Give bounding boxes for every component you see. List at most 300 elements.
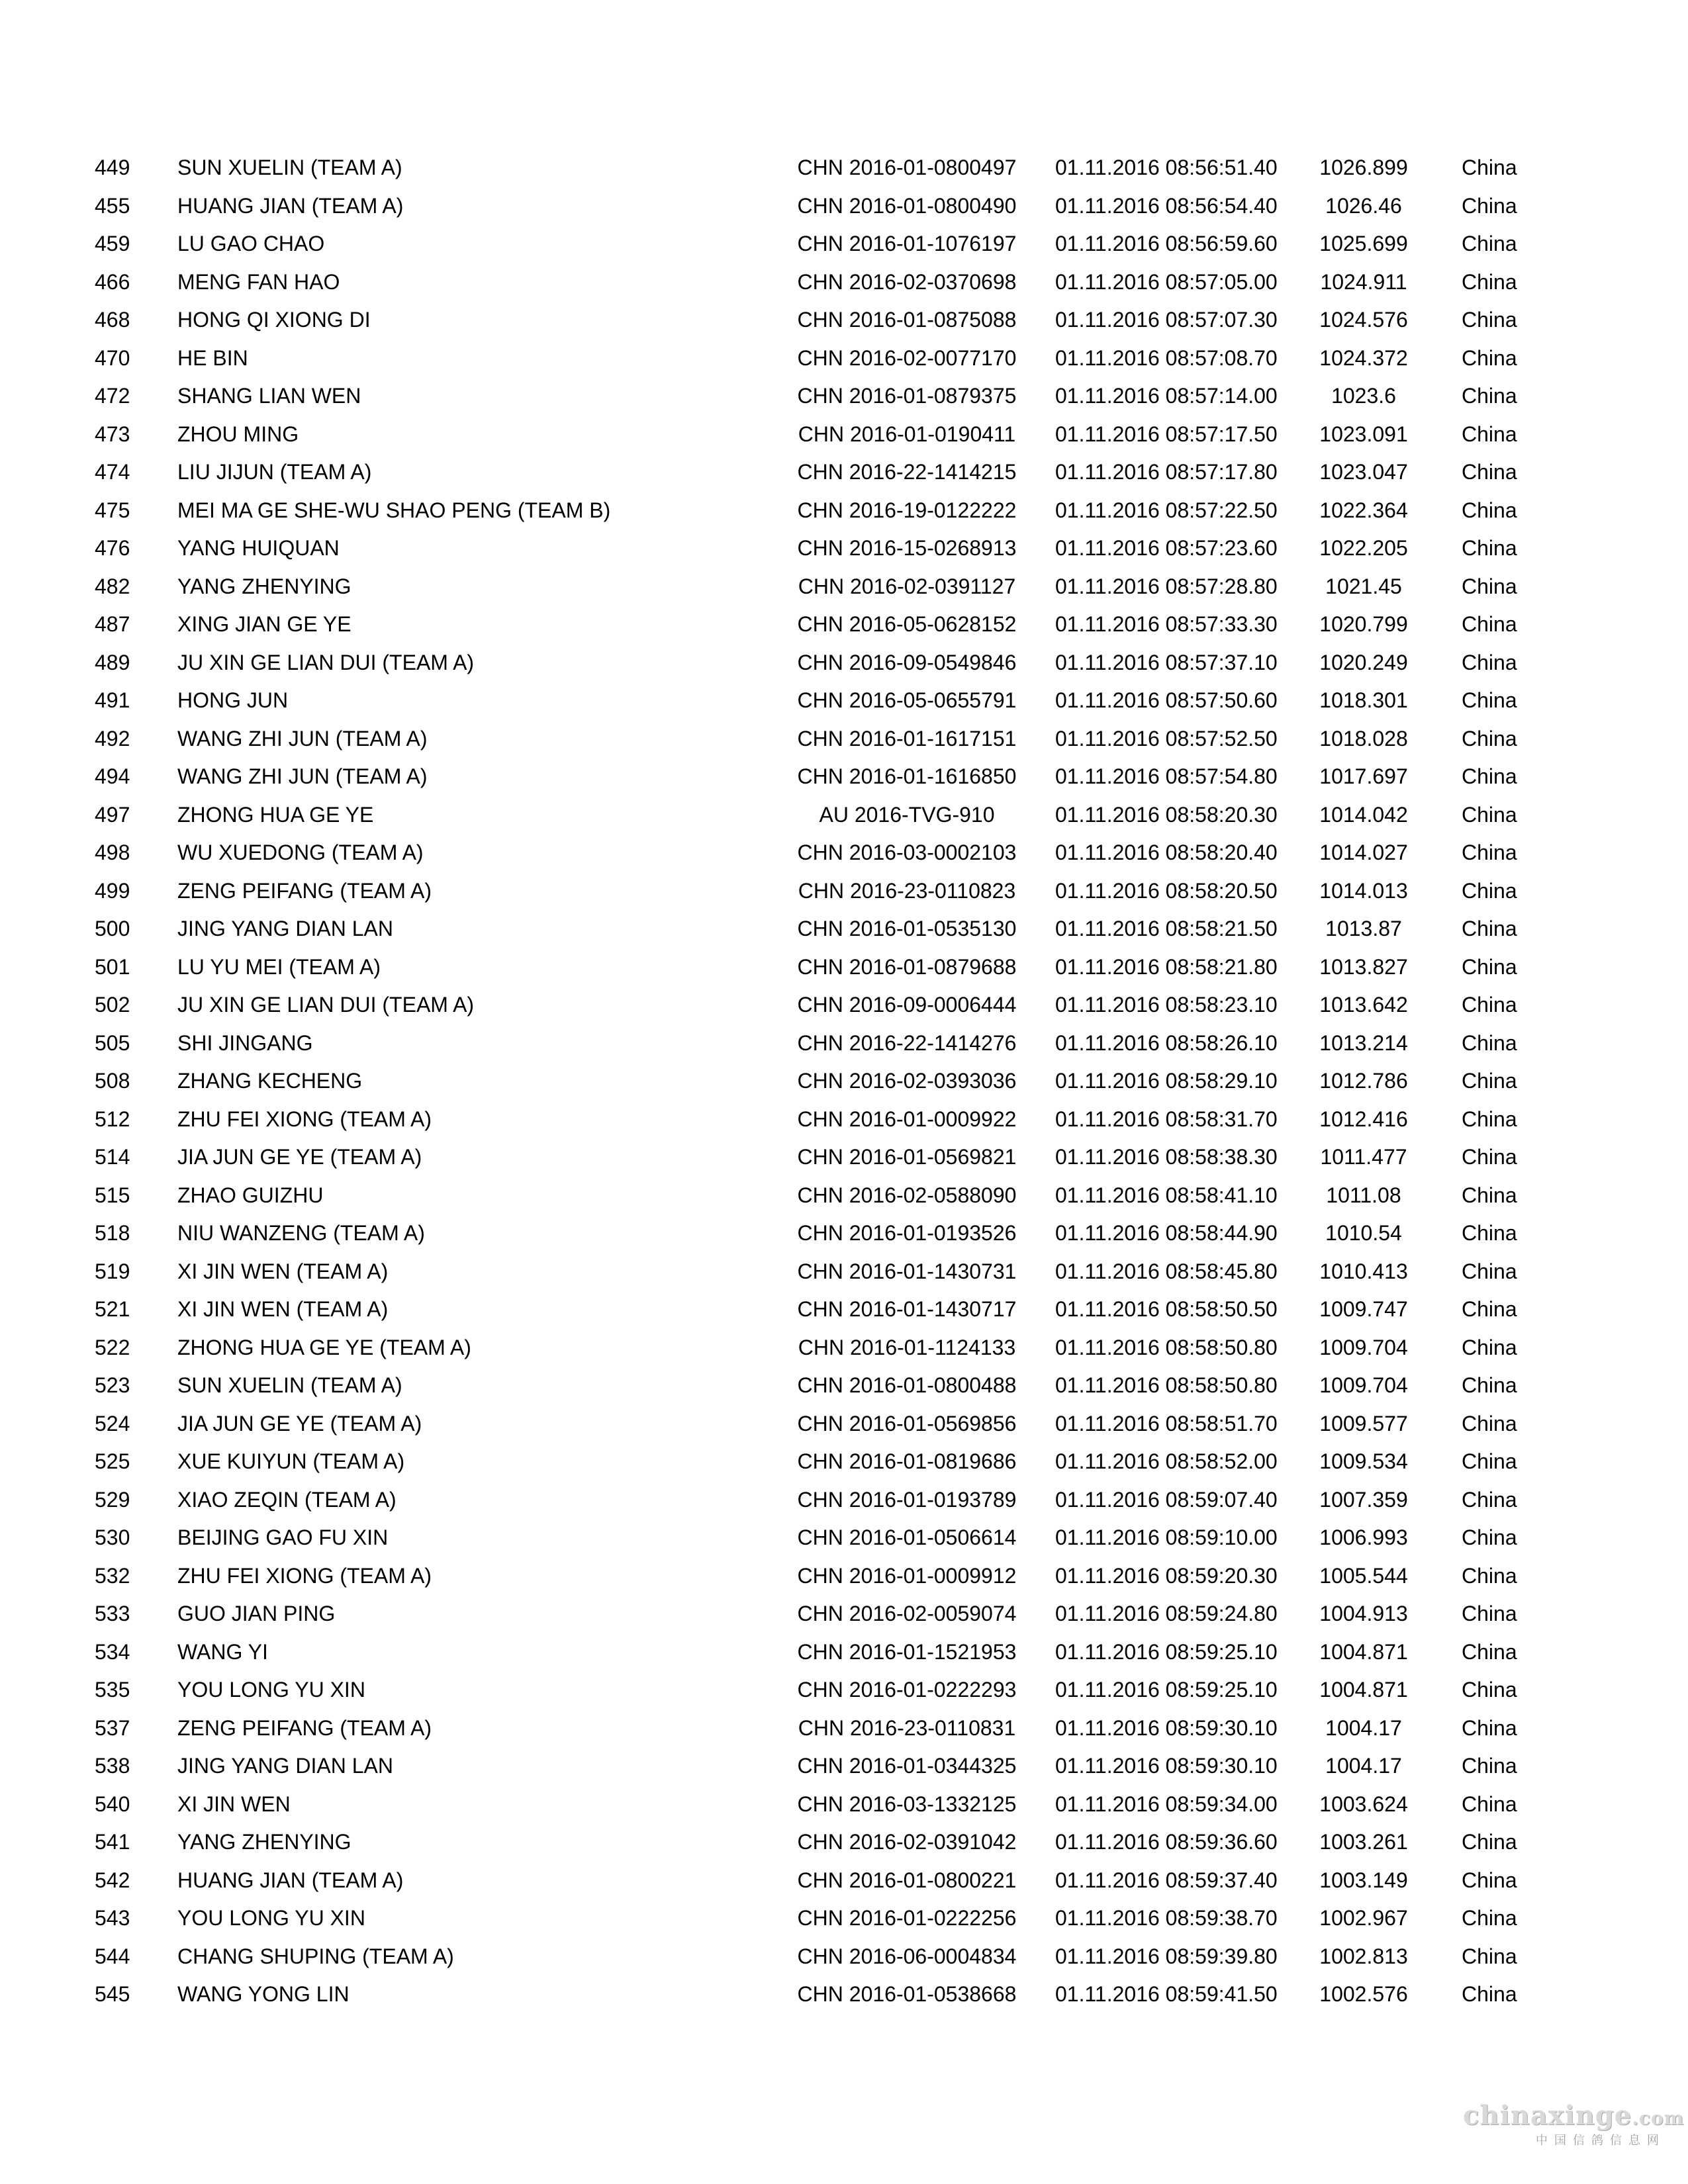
country-cell: China [1462,156,1517,179]
table-row [0,1101,1688,1139]
country-cell: China [1462,1525,1517,1549]
arrival-time-cell: 01.11.2016 08:57:50.60 [1055,688,1278,712]
rank-cell: 514 [95,1145,130,1169]
ring-number-cell: CHN 2016-01-0535130 [797,917,1017,940]
rank-cell: 466 [95,269,130,294]
rank-cell: 543 [95,1906,130,1930]
ring-number-cell: CHN 2016-01-0819686 [797,1449,1017,1473]
speed-cell: 1018.301 [1319,688,1408,712]
speed-cell: 1011.477 [1320,1145,1407,1169]
arrival-time-cell: 01.11.2016 08:59:41.50 [1055,1982,1278,2006]
watermark-site [1463,2100,1685,2133]
name-cell: NIU WANZENG (TEAM A) [177,1221,425,1245]
ring-number-cell: CHN 2016-01-0800488 [797,1373,1017,1397]
rank-cell: 521 [95,1297,130,1321]
country-cell: China [1462,1373,1517,1397]
arrival-time-cell: 01.11.2016 08:59:30.10 [1055,1715,1278,1740]
name-cell: HUANG JIAN (TEAM A) [177,193,404,218]
ring-number-cell: CHN 2016-02-0077170 [797,345,1017,370]
rank-cell: 498 [95,841,130,864]
country-cell: China [1462,726,1517,751]
arrival-time-cell: 01.11.2016 08:58:50.80 [1055,1335,1278,1359]
name-cell: ZHANG KECHENG [177,1069,363,1093]
country-cell: China [1462,1982,1517,2006]
arrival-time-cell: 01.11.2016 08:57:28.80 [1055,574,1278,598]
ring-number-cell: CHN 2016-15-0268913 [797,536,1017,560]
watermark-site-main: chinaxinge [1463,2100,1632,2131]
name-cell: ZHOU MING [177,422,299,446]
arrival-time-cell: 01.11.2016 08:58:21.50 [1055,917,1278,940]
name-cell: XI JIN WEN [177,1792,291,1816]
name-cell: HUANG JIAN (TEAM A) [177,1868,404,1892]
ring-number-cell: CHN 2016-03-1332125 [797,1792,1017,1816]
ring-number-cell: CHN 2016-01-0506614 [797,1525,1017,1549]
speed-cell: 1012.416 [1319,1107,1408,1131]
ring-number-cell: CHN 2016-01-0800490 [797,193,1017,218]
table-row [0,377,1688,416]
table-row [0,1976,1688,2014]
watermark-chinese-name: 中国信鸽信息网 [1536,2134,1665,2148]
table-row [0,834,1688,872]
table-row [0,1519,1688,1557]
ring-number-cell: CHN 2016-02-0393036 [797,1069,1017,1093]
speed-cell: 1014.013 [1319,878,1408,903]
country-cell: China [1462,308,1517,332]
ring-number-cell: CHN 2016-01-0800497 [797,156,1017,179]
name-cell: HONG JUN [177,688,289,712]
table-row [0,796,1688,835]
rank-cell: 508 [95,1069,130,1093]
name-cell: ZHONG HUA GE YE (TEAM A) [177,1335,471,1359]
name-cell: ZHAO GUIZHU [177,1183,324,1207]
rank-cell: 482 [95,574,130,598]
rank-cell: 534 [95,1639,130,1664]
speed-cell: 1009.577 [1319,1411,1408,1435]
speed-cell: 1002.576 [1319,1982,1408,2006]
speed-cell: 1012.786 [1319,1069,1408,1093]
name-cell: JING YANG DIAN LAN [177,1754,393,1778]
arrival-time-cell: 01.11.2016 08:58:44.90 [1055,1221,1278,1245]
name-cell: WANG ZHI JUN (TEAM A) [177,726,428,751]
table-row [0,340,1688,378]
speed-cell: 1004.871 [1319,1678,1408,1702]
speed-cell: 1022.205 [1319,536,1408,560]
country-cell: China [1462,878,1517,903]
rank-cell: 532 [95,1563,130,1588]
arrival-time-cell: 01.11.2016 08:58:20.50 [1055,878,1278,903]
ring-number-cell: CHN 2016-02-0391127 [798,574,1016,598]
country-cell: China [1462,841,1517,864]
name-cell: JIA JUN GE YE (TEAM A) [177,1411,422,1435]
name-cell: ZENG PEIFANG (TEAM A) [177,1715,432,1740]
speed-cell: 1024.576 [1319,308,1408,332]
country-cell: China [1462,688,1517,712]
arrival-time-cell: 01.11.2016 08:58:41.10 [1055,1183,1278,1207]
country-cell: China [1462,269,1517,294]
rank-cell: 487 [95,612,130,636]
speed-cell: 1021.45 [1325,574,1402,598]
ring-number-cell: CHN 2016-05-0628152 [797,612,1017,636]
arrival-time-cell: 01.11.2016 08:56:51.40 [1055,156,1278,179]
speed-cell: 1026.46 [1325,193,1402,218]
name-cell: CHANG SHUPING (TEAM A) [177,1944,454,1968]
ring-number-cell: CHN 2016-01-0193789 [797,1487,1017,1512]
country-cell: China [1462,460,1517,484]
ring-number-cell: CHN 2016-01-0222256 [797,1906,1017,1930]
speed-cell: 1023.6 [1331,384,1396,408]
country-cell: China [1462,1868,1517,1892]
country-cell: China [1462,1487,1517,1512]
table-row [0,1214,1688,1253]
ring-number-cell: AU 2016-TVG-910 [819,802,995,827]
arrival-time-cell: 01.11.2016 08:59:10.00 [1055,1525,1278,1549]
ring-number-cell: CHN 2016-05-0655791 [797,688,1017,712]
speed-cell: 1017.697 [1319,764,1408,788]
ring-number-cell: CHN 2016-22-1414215 [797,460,1017,484]
arrival-time-cell: 01.11.2016 08:59:39.80 [1055,1944,1278,1968]
name-cell: ZENG PEIFANG (TEAM A) [177,878,432,903]
ring-number-cell: CHN 2016-01-0222293 [797,1678,1017,1702]
speed-cell: 1023.091 [1319,422,1408,446]
arrival-time-cell: 01.11.2016 08:58:20.30 [1055,802,1278,827]
speed-cell: 1013.214 [1319,1030,1408,1055]
speed-cell: 1002.813 [1319,1944,1408,1968]
country-cell: China [1462,1639,1517,1664]
ring-number-cell: CHN 2016-02-0059074 [797,1602,1017,1625]
table-row [0,1862,1688,1900]
country-cell: China [1462,993,1517,1017]
table-row [0,1177,1688,1215]
arrival-time-cell: 01.11.2016 08:59:36.60 [1055,1830,1278,1854]
speed-cell: 1010.413 [1319,1259,1408,1283]
ring-number-cell: CHN 2016-01-0009912 [797,1563,1017,1588]
country-cell: China [1462,1563,1517,1588]
arrival-time-cell: 01.11.2016 08:58:52.00 [1055,1449,1278,1473]
speed-cell: 1014.027 [1319,841,1408,864]
arrival-time-cell: 01.11.2016 08:56:54.40 [1055,193,1278,218]
ring-number-cell: CHN 2016-01-0193526 [797,1221,1017,1245]
rank-cell: 540 [95,1792,130,1816]
country-cell: China [1462,1259,1517,1283]
country-cell: China [1462,1069,1517,1093]
rank-cell: 449 [95,156,130,179]
table-row [0,1899,1688,1938]
name-cell: WANG ZHI JUN (TEAM A) [177,764,428,788]
watermark-site-tld: .com [1632,2107,1685,2129]
arrival-time-cell: 01.11.2016 08:59:25.10 [1055,1678,1278,1702]
arrival-time-cell: 01.11.2016 08:58:20.40 [1055,841,1278,864]
speed-cell: 1003.624 [1319,1792,1408,1816]
rank-cell: 474 [95,460,130,484]
ring-number-cell: CHN 2016-01-0190411 [798,422,1016,446]
ring-number-cell: CHN 2016-01-0569821 [797,1145,1017,1169]
arrival-time-cell: 01.11.2016 08:58:38.30 [1055,1145,1278,1169]
ring-number-cell: CHN 2016-01-1617151 [797,726,1017,751]
table-row [0,1709,1688,1748]
arrival-time-cell: 01.11.2016 08:57:22.50 [1055,498,1278,522]
country-cell: China [1462,498,1517,522]
ring-number-cell: CHN 2016-23-0110823 [798,878,1016,903]
name-cell: SUN XUELIN (TEAM A) [177,1373,402,1397]
arrival-time-cell: 01.11.2016 08:58:23.10 [1055,993,1278,1017]
arrival-time-cell: 01.11.2016 08:58:29.10 [1055,1069,1278,1093]
arrival-time-cell: 01.11.2016 08:59:37.40 [1055,1868,1278,1892]
country-cell: China [1462,1602,1517,1625]
rank-cell: 475 [95,498,130,522]
name-cell: YANG ZHENYING [177,1830,352,1854]
ring-number-cell: CHN 2016-01-0009922 [797,1107,1017,1131]
ring-number-cell: CHN 2016-02-0370698 [797,269,1017,294]
rank-cell: 505 [95,1030,130,1055]
arrival-time-cell: 01.11.2016 08:57:33.30 [1055,612,1278,636]
name-cell: JIA JUN GE YE (TEAM A) [177,1145,422,1169]
speed-cell: 1025.699 [1319,232,1408,255]
country-cell: China [1462,1715,1517,1740]
rank-cell: 541 [95,1830,130,1854]
ring-number-cell: CHN 2016-01-1124133 [798,1335,1016,1359]
table-row [0,948,1688,987]
name-cell: JING YANG DIAN LAN [177,917,393,940]
table-row [0,1329,1688,1367]
arrival-time-cell: 01.11.2016 08:57:52.50 [1055,726,1278,751]
country-cell: China [1462,345,1517,370]
name-cell: HE BIN [177,345,248,370]
rank-cell: 497 [95,802,130,827]
ring-number-cell: CHN 2016-22-1414276 [797,1030,1017,1055]
name-cell: YOU LONG YU XIN [177,1678,365,1702]
table-row [0,301,1688,340]
rank-cell: 492 [95,726,130,751]
rank-cell: 499 [95,878,130,903]
watermark [1463,2100,1685,2149]
ring-number-cell: CHN 2016-01-0569856 [797,1411,1017,1435]
ring-number-cell: CHN 2016-23-0110831 [798,1715,1016,1740]
table-row [0,1253,1688,1291]
speed-cell: 1013.642 [1319,993,1408,1017]
country-cell: China [1462,917,1517,940]
ring-number-cell: CHN 2016-01-0879375 [797,384,1017,408]
name-cell: YANG ZHENYING [177,574,352,598]
table-row [0,1024,1688,1063]
ring-number-cell: CHN 2016-01-0879688 [797,954,1017,979]
country-cell: China [1462,422,1517,446]
ring-number-cell: CHN 2016-01-1430717 [797,1297,1017,1321]
country-cell: China [1462,232,1517,255]
arrival-time-cell: 01.11.2016 08:58:50.80 [1055,1373,1278,1397]
ring-number-cell: CHN 2016-06-0004834 [797,1944,1017,1968]
table-row [0,529,1688,568]
ring-number-cell: CHN 2016-19-0122222 [797,498,1017,522]
rank-cell: 533 [95,1602,130,1625]
rank-cell: 519 [95,1259,130,1283]
arrival-time-cell: 01.11.2016 08:57:07.30 [1055,308,1278,332]
country-cell: China [1462,764,1517,788]
rank-cell: 537 [95,1715,130,1740]
name-cell: GUO JIAN PING [177,1602,336,1625]
name-cell: MEI MA GE SHE-WU SHAO PENG (TEAM B) [177,498,611,522]
arrival-time-cell: 01.11.2016 08:59:20.30 [1055,1563,1278,1588]
arrival-time-cell: 01.11.2016 08:57:17.80 [1055,460,1278,484]
country-cell: China [1462,536,1517,560]
table-row [0,1481,1688,1520]
ring-number-cell: CHN 2016-01-1521953 [797,1639,1017,1664]
rank-cell: 535 [95,1678,130,1702]
arrival-time-cell: 01.11.2016 08:57:23.60 [1055,536,1278,560]
name-cell: BEIJING GAO FU XIN [177,1525,389,1549]
arrival-time-cell: 01.11.2016 08:59:07.40 [1055,1487,1278,1512]
name-cell: JU XIN GE LIAN DUI (TEAM A) [177,650,475,674]
country-cell: China [1462,1944,1517,1968]
speed-cell: 1004.17 [1325,1715,1402,1740]
arrival-time-cell: 01.11.2016 08:57:37.10 [1055,650,1278,674]
name-cell: JU XIN GE LIAN DUI (TEAM A) [177,993,475,1017]
arrival-time-cell: 01.11.2016 08:58:31.70 [1055,1107,1278,1131]
name-cell: YOU LONG YU XIN [177,1906,365,1930]
ring-number-cell: CHN 2016-01-1076197 [797,232,1017,255]
arrival-time-cell: 01.11.2016 08:57:05.00 [1055,269,1278,294]
name-cell: YANG HUIQUAN [177,536,340,560]
name-cell: LU GAO CHAO [177,232,325,255]
rank-cell: 502 [95,993,130,1017]
speed-cell: 1004.913 [1319,1602,1408,1625]
speed-cell: 1024.911 [1320,269,1407,294]
country-cell: China [1462,954,1517,979]
rank-cell: 538 [95,1754,130,1778]
ring-number-cell: CHN 2016-01-0800221 [797,1868,1017,1892]
ring-number-cell: CHN 2016-01-0875088 [797,308,1017,332]
arrival-time-cell: 01.11.2016 08:57:14.00 [1055,384,1278,408]
table-row [0,1138,1688,1177]
arrival-time-cell: 01.11.2016 08:59:34.00 [1055,1792,1278,1816]
speed-cell: 1006.993 [1319,1525,1408,1549]
country-cell: China [1462,1335,1517,1359]
table-row [0,225,1688,263]
speed-cell: 1024.372 [1319,345,1408,370]
speed-cell: 1005.544 [1319,1563,1408,1588]
country-cell: China [1462,193,1517,218]
name-cell: XING JIAN GE YE [177,612,352,636]
arrival-time-cell: 01.11.2016 08:58:50.50 [1055,1297,1278,1321]
rank-cell: 523 [95,1373,130,1397]
rank-cell: 494 [95,764,130,788]
name-cell: MENG FAN HAO [177,269,340,294]
speed-cell: 1009.747 [1319,1297,1408,1321]
country-cell: China [1462,1221,1517,1245]
speed-cell: 1009.704 [1319,1335,1408,1359]
country-cell: China [1462,1792,1517,1816]
rank-cell: 489 [95,650,130,674]
name-cell: LU YU MEI (TEAM A) [177,954,381,979]
table-row [0,1595,1688,1633]
speed-cell: 1011.08 [1326,1183,1401,1207]
name-cell: HONG QI XIONG DI [177,308,371,332]
rank-cell: 529 [95,1487,130,1512]
country-cell: China [1462,650,1517,674]
name-cell: SUN XUELIN (TEAM A) [177,156,402,179]
speed-cell: 1014.042 [1319,802,1408,827]
table-row [0,1062,1688,1101]
name-cell: WU XUEDONG (TEAM A) [177,841,424,864]
country-cell: China [1462,1145,1517,1169]
table-row [0,1747,1688,1786]
speed-cell: 1002.967 [1319,1906,1408,1930]
ring-number-cell: CHN 2016-02-0588090 [797,1183,1017,1207]
country-cell: China [1462,1906,1517,1930]
table-row [0,758,1688,796]
speed-cell: 1026.899 [1319,156,1408,179]
table-row [0,1786,1688,1824]
table-row [0,606,1688,644]
arrival-time-cell: 01.11.2016 08:58:51.70 [1055,1411,1278,1435]
name-cell: XIAO ZEQIN (TEAM A) [177,1487,397,1512]
arrival-time-cell: 01.11.2016 08:57:17.50 [1055,422,1278,446]
ring-number-cell: CHN 2016-02-0391042 [797,1830,1017,1854]
country-cell: China [1462,574,1517,598]
table-row [0,1291,1688,1329]
rank-cell: 476 [95,536,130,560]
table-row [0,1405,1688,1443]
arrival-time-cell: 01.11.2016 08:59:24.80 [1055,1602,1278,1625]
table-row [0,986,1688,1024]
arrival-time-cell: 01.11.2016 08:59:25.10 [1055,1639,1278,1664]
table-row [0,492,1688,530]
table-row [0,682,1688,720]
country-cell: China [1462,1183,1517,1207]
rank-cell: 544 [95,1944,130,1968]
table-row [0,910,1688,948]
country-cell: China [1462,1297,1517,1321]
table-row [0,1557,1688,1596]
arrival-time-cell: 01.11.2016 08:57:54.80 [1055,764,1278,788]
table-row [0,149,1688,187]
speed-cell: 1010.54 [1325,1221,1402,1245]
table-row [0,568,1688,606]
table-row [0,263,1688,302]
country-cell: China [1462,612,1517,636]
arrival-time-cell: 01.11.2016 08:57:08.70 [1055,345,1278,370]
results-table [0,149,1688,2014]
rank-cell: 472 [95,384,130,408]
table-row [0,416,1688,454]
table-row [0,1938,1688,1976]
arrival-time-cell: 01.11.2016 08:58:26.10 [1055,1030,1278,1055]
rank-cell: 459 [95,232,130,255]
rank-cell: 512 [95,1107,130,1131]
country-cell: China [1462,1830,1517,1854]
speed-cell: 1009.534 [1319,1449,1408,1473]
rank-cell: 501 [95,954,130,979]
name-cell: XI JIN WEN (TEAM A) [177,1297,389,1321]
ring-number-cell: CHN 2016-09-0549846 [797,650,1017,674]
speed-cell: 1022.364 [1319,498,1408,522]
arrival-time-cell: 01.11.2016 08:59:38.70 [1055,1906,1278,1930]
ring-number-cell: CHN 2016-09-0006444 [797,993,1017,1017]
table-row [0,187,1688,226]
table-row [0,453,1688,492]
name-cell: ZHU FEI XIONG (TEAM A) [177,1107,432,1131]
table-row [0,1367,1688,1405]
table-row [0,1671,1688,1709]
speed-cell: 1004.17 [1325,1754,1402,1778]
rank-cell: 455 [95,193,130,218]
speed-cell: 1009.704 [1319,1373,1408,1397]
table-row [0,1443,1688,1481]
speed-cell: 1007.359 [1319,1487,1408,1512]
speed-cell: 1004.871 [1319,1639,1408,1664]
speed-cell: 1020.249 [1319,650,1408,674]
arrival-time-cell: 01.11.2016 08:56:59.60 [1055,232,1278,255]
rank-cell: 525 [95,1449,130,1473]
